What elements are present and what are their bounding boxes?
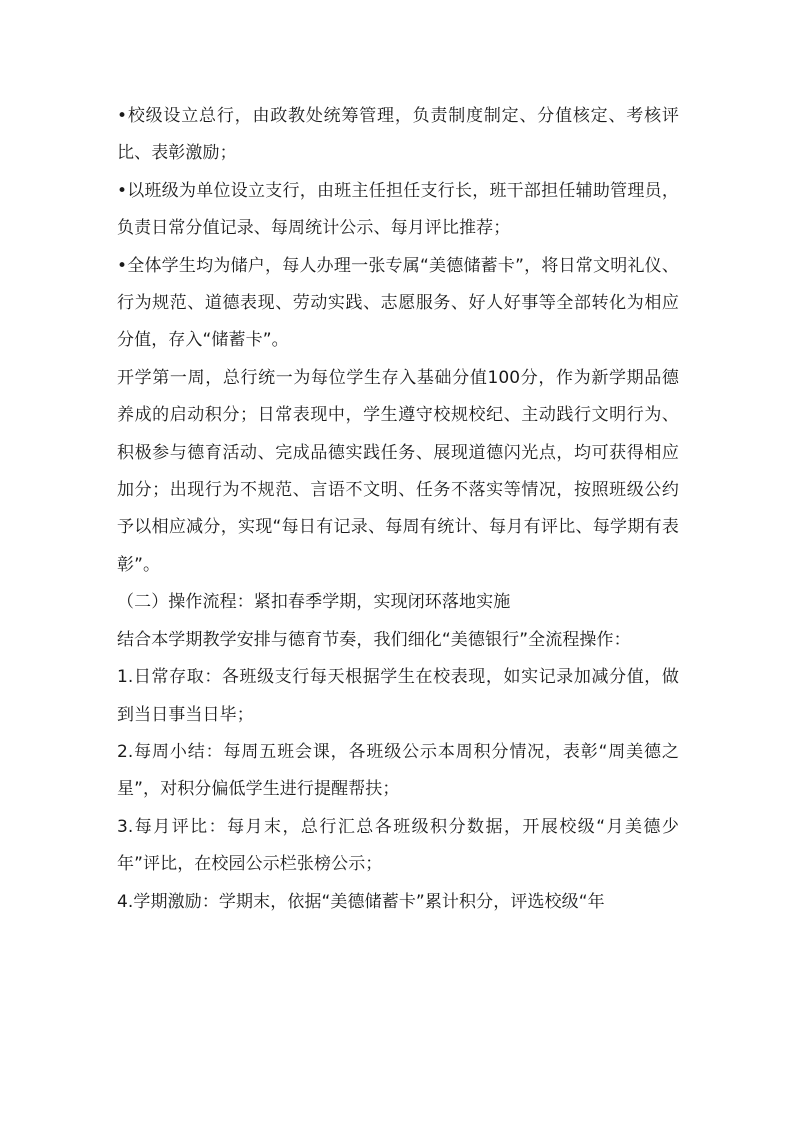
paragraph-scoring-rules: 开学第一周，总行统一为每位学生存入基础分值100分，作为新学期品德养成的启动积分；日常表现中，学生遵守校规校纪、主动践行文明行为、积极参与德育活动、完成品德实践任务、展现道德闪光点，均可获得相应加分；出现行为不规范、言语不文明、任务不落实等情况，按照班级公约予以相应减分，实现“每日有记录、每周有统计、每月有评比、每学期有表彰”。: [117, 367, 679, 575]
document-body: [117, 98, 679, 921]
list-item-monthly-review: 3.每月评比：每月末，总行汇总各班级积分数据，开展校级“月美德少年”评比，在校园公示栏张榜公示；: [117, 816, 679, 875]
paragraph-bullet-class-branch: •以班级为单位设立支行，由班主任担任支行长，班干部担任辅助管理员，负责日常分值记录、每周统计公示、每月评比推荐；: [117, 180, 679, 239]
paragraph-bullet-student-depositors: •全体学生均为储户，每人办理一张专属“美德储蓄卡”，将日常文明礼仪、行为规范、道德表现、劳动实践、志愿服务、好人好事等全部转化为相应分值，存入“储蓄卡”。: [117, 255, 679, 351]
list-item-daily-deposit: 1.日常存取：各班级支行每天根据学生在校表现，如实记录加减分值，做到当日事当日毕；: [117, 667, 679, 725]
list-item-weekly-summary: 2.每周小结：每周五班会课，各班级公示本周积分情况，表彰“周美德之星”，对积分偏低学生进行提醒帮扶；: [117, 741, 679, 800]
paragraph-process-intro: 结合本学期教学安排与德育节奏，我们细化“美德银行”全流程操作：: [117, 629, 631, 650]
paragraph-bullet-school-branch: •校级设立总行，由政教处统筹管理，负责制度制定、分值核定、考核评比、表彰激励；: [117, 106, 679, 164]
list-item-semester-incentive: 4.学期激励：学期末，依据“美德储蓄卡”累计积分，评选校级“年: [117, 891, 605, 912]
section-heading-operation-process: （二）操作流程：紧扣春季学期，实现闭环落地实施: [117, 592, 511, 613]
